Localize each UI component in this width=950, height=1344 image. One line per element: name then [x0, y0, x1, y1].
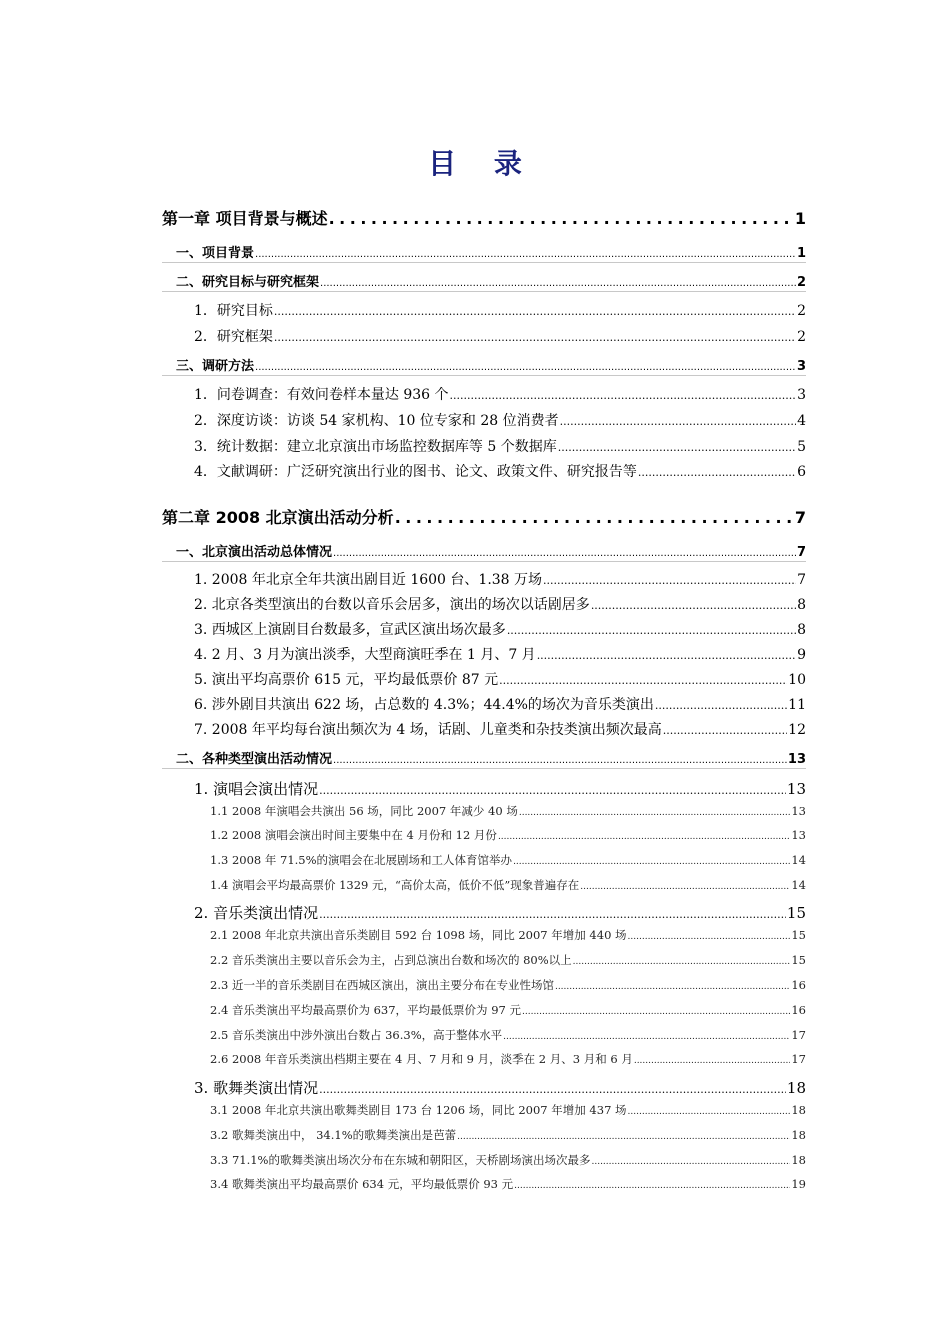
toc-entry-text: 3.4 歌舞类演出平均最高票价 634 元，平均最低票价 93 元 [210, 1177, 514, 1191]
toc-item[interactable] [162, 852, 806, 868]
toc-page-number: 18 [786, 1079, 806, 1097]
toc-page-number: 2 [796, 275, 806, 290]
toc-item[interactable] [162, 952, 806, 968]
toc-entry-text: 1．问卷调查：有效问卷样本量达 936 个 [194, 387, 449, 403]
dot-leader [522, 1007, 790, 1017]
toc-page-number: 16 [791, 978, 806, 992]
toc-page-number: 16 [791, 1003, 806, 1017]
dot-leader [537, 649, 796, 662]
toc-subsection[interactable] [162, 619, 806, 639]
dot-leader [255, 362, 796, 373]
dot-leader [329, 209, 794, 228]
toc-page-number: 8 [797, 597, 806, 613]
dot-leader [274, 331, 796, 344]
toc-section[interactable] [162, 748, 806, 767]
toc-page-number: 7 [794, 508, 806, 527]
toc-entry-text: 第一章 项目背景与概述 [162, 209, 328, 228]
toc-entry-text: 3. 西城区上演剧目台数最多，宣武区演出场次最多 [194, 622, 506, 638]
toc-page-number: 18 [791, 1103, 806, 1117]
toc-entry-text: 4. 2 月、3 月为演出淡季，大型商演旺季在 1 月、7 月 [194, 647, 536, 663]
toc-page-number: 4 [797, 413, 806, 429]
toc-entry-text: 3.1 2008 年北京共演出歌舞类剧目 173 台 1206 场，同比 2007 年增加 437 场 [210, 1103, 627, 1117]
dot-leader [319, 908, 786, 921]
toc-subsection[interactable] [162, 669, 806, 689]
toc-entry-text: 2.3 近一半的音乐类剧目在西城区演出，演出主要分布在专业性场馆 [210, 978, 554, 992]
toc-subsection[interactable] [162, 694, 806, 714]
toc-item[interactable] [162, 1176, 806, 1192]
toc-page-number: 6 [797, 464, 806, 480]
toc-item[interactable] [162, 1152, 806, 1168]
dot-leader [628, 932, 791, 942]
toc-subsection[interactable] [162, 461, 806, 481]
toc-page-number: 2 [797, 303, 806, 319]
toc-entry-text: 1.1 2008 年演唱会共演出 56 场，同比 2007 年减少 40 场 [210, 804, 518, 818]
toc-page-number: 15 [791, 953, 806, 967]
toc-page-number: 2 [797, 329, 806, 345]
toc-page-number: 14 [791, 878, 806, 892]
dot-leader [395, 508, 794, 527]
toc-entry-text: 1．研究目标 [194, 303, 273, 319]
toc-item[interactable] [162, 1051, 806, 1067]
toc-page-number: 9 [797, 647, 806, 663]
section-rule [162, 768, 806, 769]
toc-entry-text: 2.2 音乐类演出主要以音乐会为主，占到总演出台数和场次的 80%以上 [210, 953, 572, 967]
dot-leader [319, 784, 786, 797]
dot-leader [638, 466, 796, 479]
dot-leader [580, 882, 790, 892]
toc-entry-text: 7. 2008 年平均每台演出频次为 4 场，话剧、儿童类和杂技类演出频次最高 [194, 722, 662, 738]
toc-chapter[interactable] [162, 206, 806, 229]
toc-entry-text: 6. 涉外剧目共演出 622 场，占总数的 4.3%；44.4%的场次为音乐类演出 [194, 697, 654, 713]
dot-leader [560, 415, 796, 428]
toc-page-number: 13 [791, 804, 806, 818]
toc-page-number: 3 [797, 387, 806, 403]
toc-subsection[interactable] [162, 644, 806, 664]
toc-page-number: 13 [787, 752, 806, 767]
dot-leader [514, 1181, 790, 1191]
toc-page-number: 1 [796, 246, 806, 261]
toc-entry-text: 2.5 音乐类演出中涉外演出台数占 36.3%，高于整体水平 [210, 1028, 503, 1042]
toc-subsection[interactable] [162, 569, 806, 589]
toc-page-number: 1 [794, 209, 806, 228]
dot-leader [507, 624, 796, 637]
toc-entry-text: 1.4 演唱会平均最高票价 1329 元，“高价太高，低价不低”现象普遍存在 [210, 878, 580, 892]
toc-page-number: 15 [791, 928, 806, 942]
toc-entry-text: 三、调研方法 [176, 359, 255, 374]
toc-page-number: 15 [786, 904, 806, 922]
dot-leader [499, 674, 787, 687]
toc-entry-text: 5. 演出平均高票价 615 元，平均最低票价 87 元 [194, 672, 499, 688]
toc-subsection[interactable] [162, 436, 806, 456]
toc-subsection[interactable] [162, 410, 806, 430]
toc-entry-text: 2. 音乐类演出情况 [194, 904, 319, 922]
toc-entry-text: 2.4 音乐类演出平均最高票价为 637，平均最低票价为 97 元 [210, 1003, 521, 1017]
toc-section[interactable] [162, 355, 806, 374]
toc-item[interactable] [162, 877, 806, 893]
toc-page-number: 5 [797, 439, 806, 455]
dot-leader [513, 857, 790, 867]
dot-leader [543, 574, 796, 587]
dot-leader [319, 1083, 786, 1096]
toc-entry-text: 1. 2008 年北京全年共演出剧目近 1600 台、1.38 万场 [194, 572, 543, 588]
toc-item[interactable] [162, 977, 806, 993]
section-rule [162, 262, 806, 263]
toc-subsection[interactable] [162, 902, 806, 923]
toc-item[interactable] [162, 1027, 806, 1043]
dot-leader [320, 278, 796, 289]
toc-entry-text: 3. 歌舞类演出情况 [194, 1079, 319, 1097]
dot-leader [450, 389, 797, 402]
toc-page-number: 7 [796, 545, 806, 560]
toc-entry-text: 2.6 2008 年音乐类演出档期主要在 4 月、7 月和 9 月，淡季在 2 月、3 月和 6 月 [210, 1052, 633, 1066]
toc-page-number: 19 [791, 1177, 806, 1191]
toc-subsection[interactable] [162, 1077, 806, 1098]
dot-leader [498, 832, 790, 842]
toc-page-number: 8 [797, 622, 806, 638]
dot-leader [591, 1157, 790, 1167]
toc-page-number: 13 [786, 780, 806, 798]
toc-page-number: 18 [791, 1153, 806, 1167]
toc-entry-text: 第二章 2008 北京演出活动分析 [162, 508, 394, 527]
dot-leader [573, 957, 791, 967]
section-rule [162, 375, 806, 376]
dot-leader [558, 441, 796, 454]
toc-subsection[interactable] [162, 778, 806, 799]
dot-leader [555, 982, 790, 992]
toc-item[interactable] [162, 1002, 806, 1018]
dot-leader [634, 1056, 791, 1066]
toc-entry-text: 3.2 歌舞类演出中， 34.1%的歌舞类演出是芭蕾 [210, 1128, 457, 1142]
toc-entry-text: 3.3 71.1%的歌舞类演出场次分布在东城和朝阳区，天桥剧场演出场次最多 [210, 1153, 591, 1167]
dot-leader [255, 249, 796, 260]
dot-leader [519, 808, 791, 818]
toc-entry-text: 二、研究目标与研究框架 [176, 275, 320, 290]
toc-page-number: 3 [796, 359, 806, 374]
toc-entry-text: 二、各种类型演出活动情况 [176, 752, 333, 767]
toc-entry-text: 3．统计数据：建立北京演出市场监控数据库等 5 个数据库 [194, 439, 557, 455]
toc-subsection[interactable] [162, 719, 806, 739]
dot-leader [655, 699, 787, 712]
toc-page-number: 17 [791, 1028, 806, 1042]
toc-page-number: 7 [797, 572, 806, 588]
dot-leader [503, 1032, 790, 1042]
dot-leader [274, 305, 796, 318]
toc-page-number: 12 [788, 722, 806, 738]
toc-subsection[interactable] [162, 326, 806, 346]
toc-page-number: 17 [791, 1052, 806, 1066]
toc-subsection[interactable] [162, 384, 806, 404]
toc-item[interactable] [162, 927, 806, 943]
toc-entry-text: 1. 演唱会演出情况 [194, 780, 319, 798]
toc-section[interactable] [162, 541, 806, 560]
toc-page-number: 11 [788, 697, 806, 713]
toc-title: 目 录 [428, 147, 536, 180]
toc-entry-text: 一、项目背景 [176, 246, 255, 261]
toc-entry-text: 2．研究框架 [194, 329, 273, 345]
dot-leader [663, 724, 787, 737]
dot-leader [591, 599, 796, 612]
dot-leader [628, 1107, 791, 1117]
toc-entry-text: 2.1 2008 年北京共演出音乐类剧目 592 台 1098 场，同比 2007 年增加 440 场 [210, 928, 627, 942]
toc-entry-text: 2．深度访谈：访谈 54 家机构、10 位专家和 28 位消费者 [194, 413, 559, 429]
dot-leader [333, 548, 796, 559]
toc-item[interactable] [162, 803, 806, 819]
toc-entry-text: 1.2 2008 演唱会演出时间主要集中在 4 月份和 12 月份 [210, 828, 497, 842]
toc-entry-text: 1.3 2008 年 71.5%的演唱会在北展剧场和工人体育馆举办 [210, 853, 513, 867]
section-rule [162, 561, 806, 562]
toc-section[interactable] [162, 271, 806, 290]
toc-page-number: 18 [791, 1128, 806, 1142]
toc-section[interactable] [162, 242, 806, 261]
toc-entry-text: 一、北京演出活动总体情况 [176, 545, 333, 560]
toc-entry-text: 2. 北京各类型演出的台数以音乐会居多，演出的场次以话剧居多 [194, 597, 590, 613]
toc-subsection[interactable] [162, 594, 806, 614]
toc-page-number: 13 [791, 828, 806, 842]
toc-subsection[interactable] [162, 300, 806, 320]
toc-entry-text: 4．文献调研：广泛研究演出行业的图书、论文、政策文件、研究报告等 [194, 464, 637, 480]
toc-page-number: 10 [788, 672, 806, 688]
toc-item[interactable] [162, 1127, 806, 1143]
dot-leader [333, 755, 787, 766]
dot-leader [457, 1132, 790, 1142]
toc-chapter[interactable] [162, 505, 806, 528]
toc-page-number: 14 [791, 853, 806, 867]
toc-item[interactable] [162, 827, 806, 843]
section-rule [162, 291, 806, 292]
toc-item[interactable] [162, 1102, 806, 1118]
